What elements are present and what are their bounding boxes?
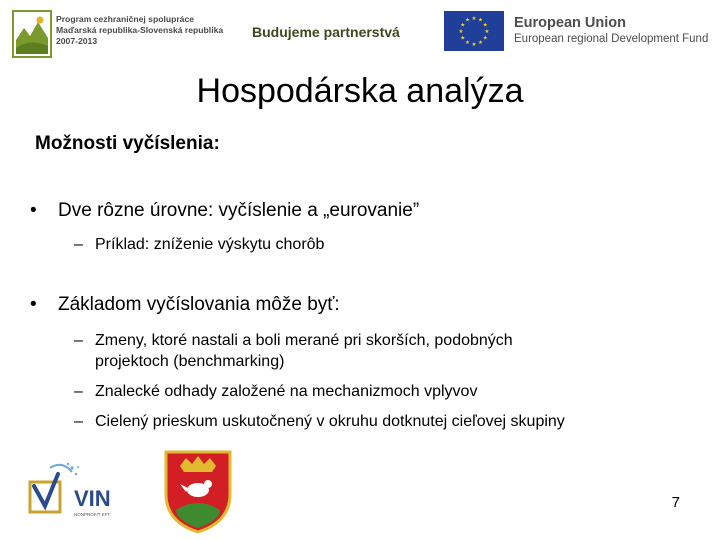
sub-bullet-text: Príklad: zníženie výskytu chorôb — [95, 236, 325, 253]
eu-star-icon: ★ — [484, 28, 490, 35]
sub-bullet-item — [74, 411, 565, 432]
sub-bullet-text: Cielený prieskum uskutočnený v okruhu dotknutej cieľovej skupiny — [95, 413, 565, 430]
bullet-item — [30, 200, 419, 222]
eu-star-icon: ★ — [465, 17, 470, 24]
eu-star-icon: ★ — [478, 17, 483, 24]
eu-star-icon: ★ — [460, 22, 466, 29]
sub-bullet-item — [74, 234, 324, 255]
sub-bullet-item — [74, 330, 513, 351]
slide-title: Hospodárska analýza — [196, 72, 524, 110]
eu-flag-icon — [444, 11, 504, 51]
eu-star-icon: ★ — [471, 15, 477, 22]
program-line-2: Maďarská republika-Slovenská republika — [56, 25, 224, 35]
eu-star-icon: ★ — [465, 40, 470, 47]
hu-sk-program-logo-icon — [12, 10, 52, 58]
bullet-text: Základom vyčíslovania môže byť: — [58, 294, 340, 315]
eu-star-icon: ★ — [458, 28, 464, 35]
eu-subtitle: European regional Development Fund — [514, 33, 709, 45]
eu-star-icon: ★ — [478, 40, 483, 47]
bullet-marker: • — [30, 200, 37, 221]
program-line-3: 2007-2013 — [56, 36, 98, 46]
sub-bullet-item — [74, 381, 477, 402]
vin-logo-text: VIN — [74, 486, 111, 511]
page-number: 7 — [671, 494, 680, 511]
sub-bullet-continuation: projektoch (benchmarking) — [95, 353, 285, 370]
slide-subtitle: Možnosti vyčíslenia: — [35, 133, 220, 154]
eu-star-icon: ★ — [482, 22, 488, 29]
eu-star-icon: ★ — [460, 35, 466, 42]
vin-logo-icon — [28, 462, 148, 522]
program-line-1: Program cezhraničnej spolupráce — [56, 14, 195, 24]
partner-slogan: Budujeme partnerstvá — [252, 24, 400, 40]
sub-bullet-marker: – — [74, 332, 83, 349]
vin-logo-subtext: NONPROFIT KFT. — [74, 512, 111, 517]
bullet-marker: • — [30, 294, 37, 315]
eu-star-icon: ★ — [482, 35, 488, 42]
eu-title: European Union — [514, 15, 626, 31]
sub-bullet-text: Znalecké odhady založené na mechanizmoch vplyvov — [95, 383, 478, 400]
bullet-item — [30, 294, 340, 316]
coat-of-arms-icon — [162, 448, 234, 534]
sub-bullet-marker: – — [74, 383, 83, 400]
eu-star-icon: ★ — [471, 41, 477, 48]
bullet-text: Dve rôzne úrovne: vyčíslenie a „eurovanie” — [58, 200, 420, 221]
sub-bullet-marker: – — [74, 236, 83, 253]
sub-bullet-marker: – — [74, 413, 83, 430]
sub-bullet-text: Zmeny, ktoré nastali a boli merané pri skorších, podobných — [95, 332, 513, 349]
program-text — [56, 14, 223, 47]
